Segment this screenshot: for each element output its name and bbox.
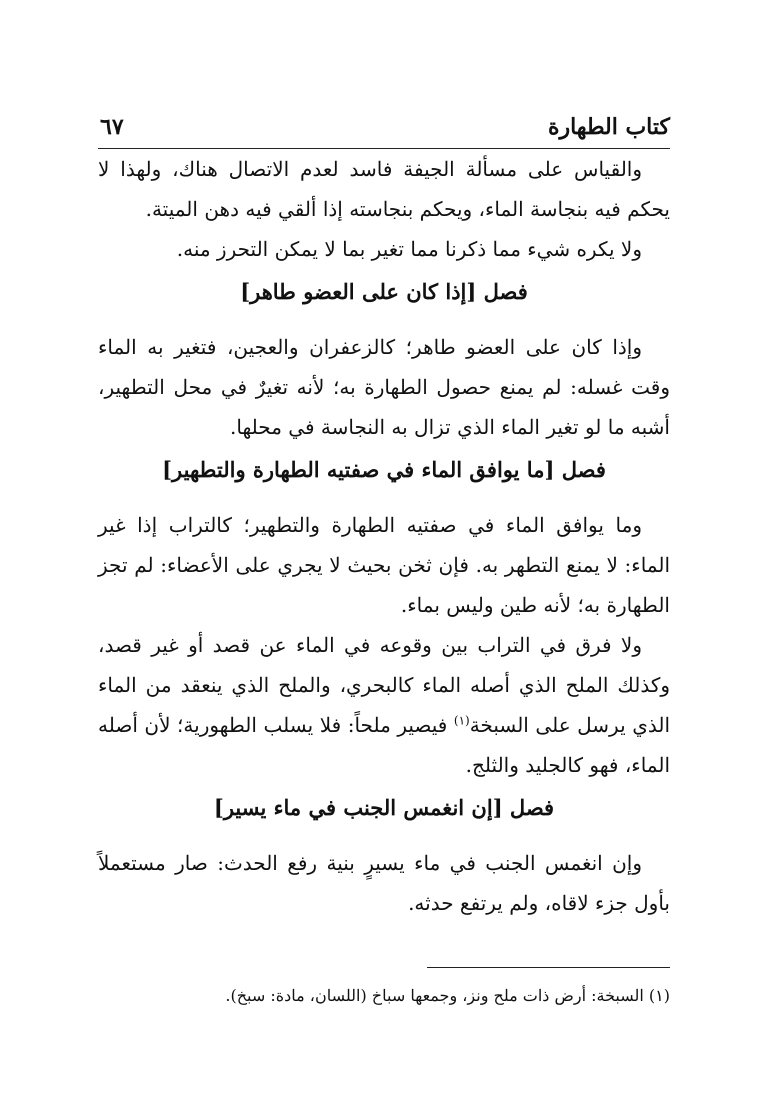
footnote-marker: (١): [453, 713, 470, 728]
paragraph-3: وإذا كان على العضو طاهر؛ كالزعفران والعجين، فتغير به الماء وقت غسله: لم يمنع حصول الطهارة به؛ لأنه تغيرٌ في محل التطهير، أشبه ما لو تغير الماء الذي تزال به النجاسة في محلها.: [98, 335, 670, 439]
paragraph-6: وإن انغمس الجنب في ماء يسيرٍ بنية رفع الحدث: صار مستعملاً بأول جزء لاقاه، ولم يرتفع حدثه.: [98, 851, 670, 915]
paragraph-4: وما يوافق الماء في صفتيه الطهارة والتطهير؛ كالتراب إذا غير الماء: لا يمنع التطهر به. فإن ثخن بحيث لا يجري على الأعضاء: لم تجز الطهارة به؛ لأنه طين وليس بماء.: [98, 513, 670, 617]
section-heading-2: فصل [ما يوافق الماء في صفتيه الطهارة والتطهير]: [162, 457, 606, 482]
paragraph-1: والقياس على مسألة الجيفة فاسد لعدم الاتصال هناك، ولهذا لا يحكم فيه بنجاسة الماء، ويحكم بنجاسته إذا ألقي فيه دهن الميتة.: [98, 157, 670, 221]
paragraph-2: ولا يكره شيء مما ذكرنا مما تغير بما لا يمكن التحرز منه.: [176, 237, 642, 261]
page-header: [98, 108, 670, 149]
section-heading-3: فصل [إن انغمس الجنب في ماء يسير]: [213, 795, 555, 820]
page-number: ٦٧: [100, 114, 124, 140]
paragraph-5-start: ولا فرق في التراب بين وقوعه في الماء عن قصد أو غير قصد، وكذلك الملح الذي أصله الماء كالبحري، والملح الذي ينعقد من الماء الذي يرسل على السبخة: [98, 633, 671, 737]
paragraph-5-end: فيصير ملحاً: فلا يسلب الطهورية؛ لأن أصله الماء، فهو كالجليد والثلج.: [98, 713, 670, 777]
footnote-divider: [427, 967, 670, 968]
footnote: (١) السبخة: أرض ذات ملح ونز، وجمعها سباخ (اللسان، مادة: سبخ).: [225, 986, 670, 1005]
main-text: [98, 149, 670, 923]
paragraph-5: [98, 625, 670, 785]
section-heading-1: فصل [إذا كان على العضو طاهر]: [240, 279, 528, 304]
book-title: كتاب الطهارة: [547, 114, 670, 140]
page: [98, 108, 670, 1012]
